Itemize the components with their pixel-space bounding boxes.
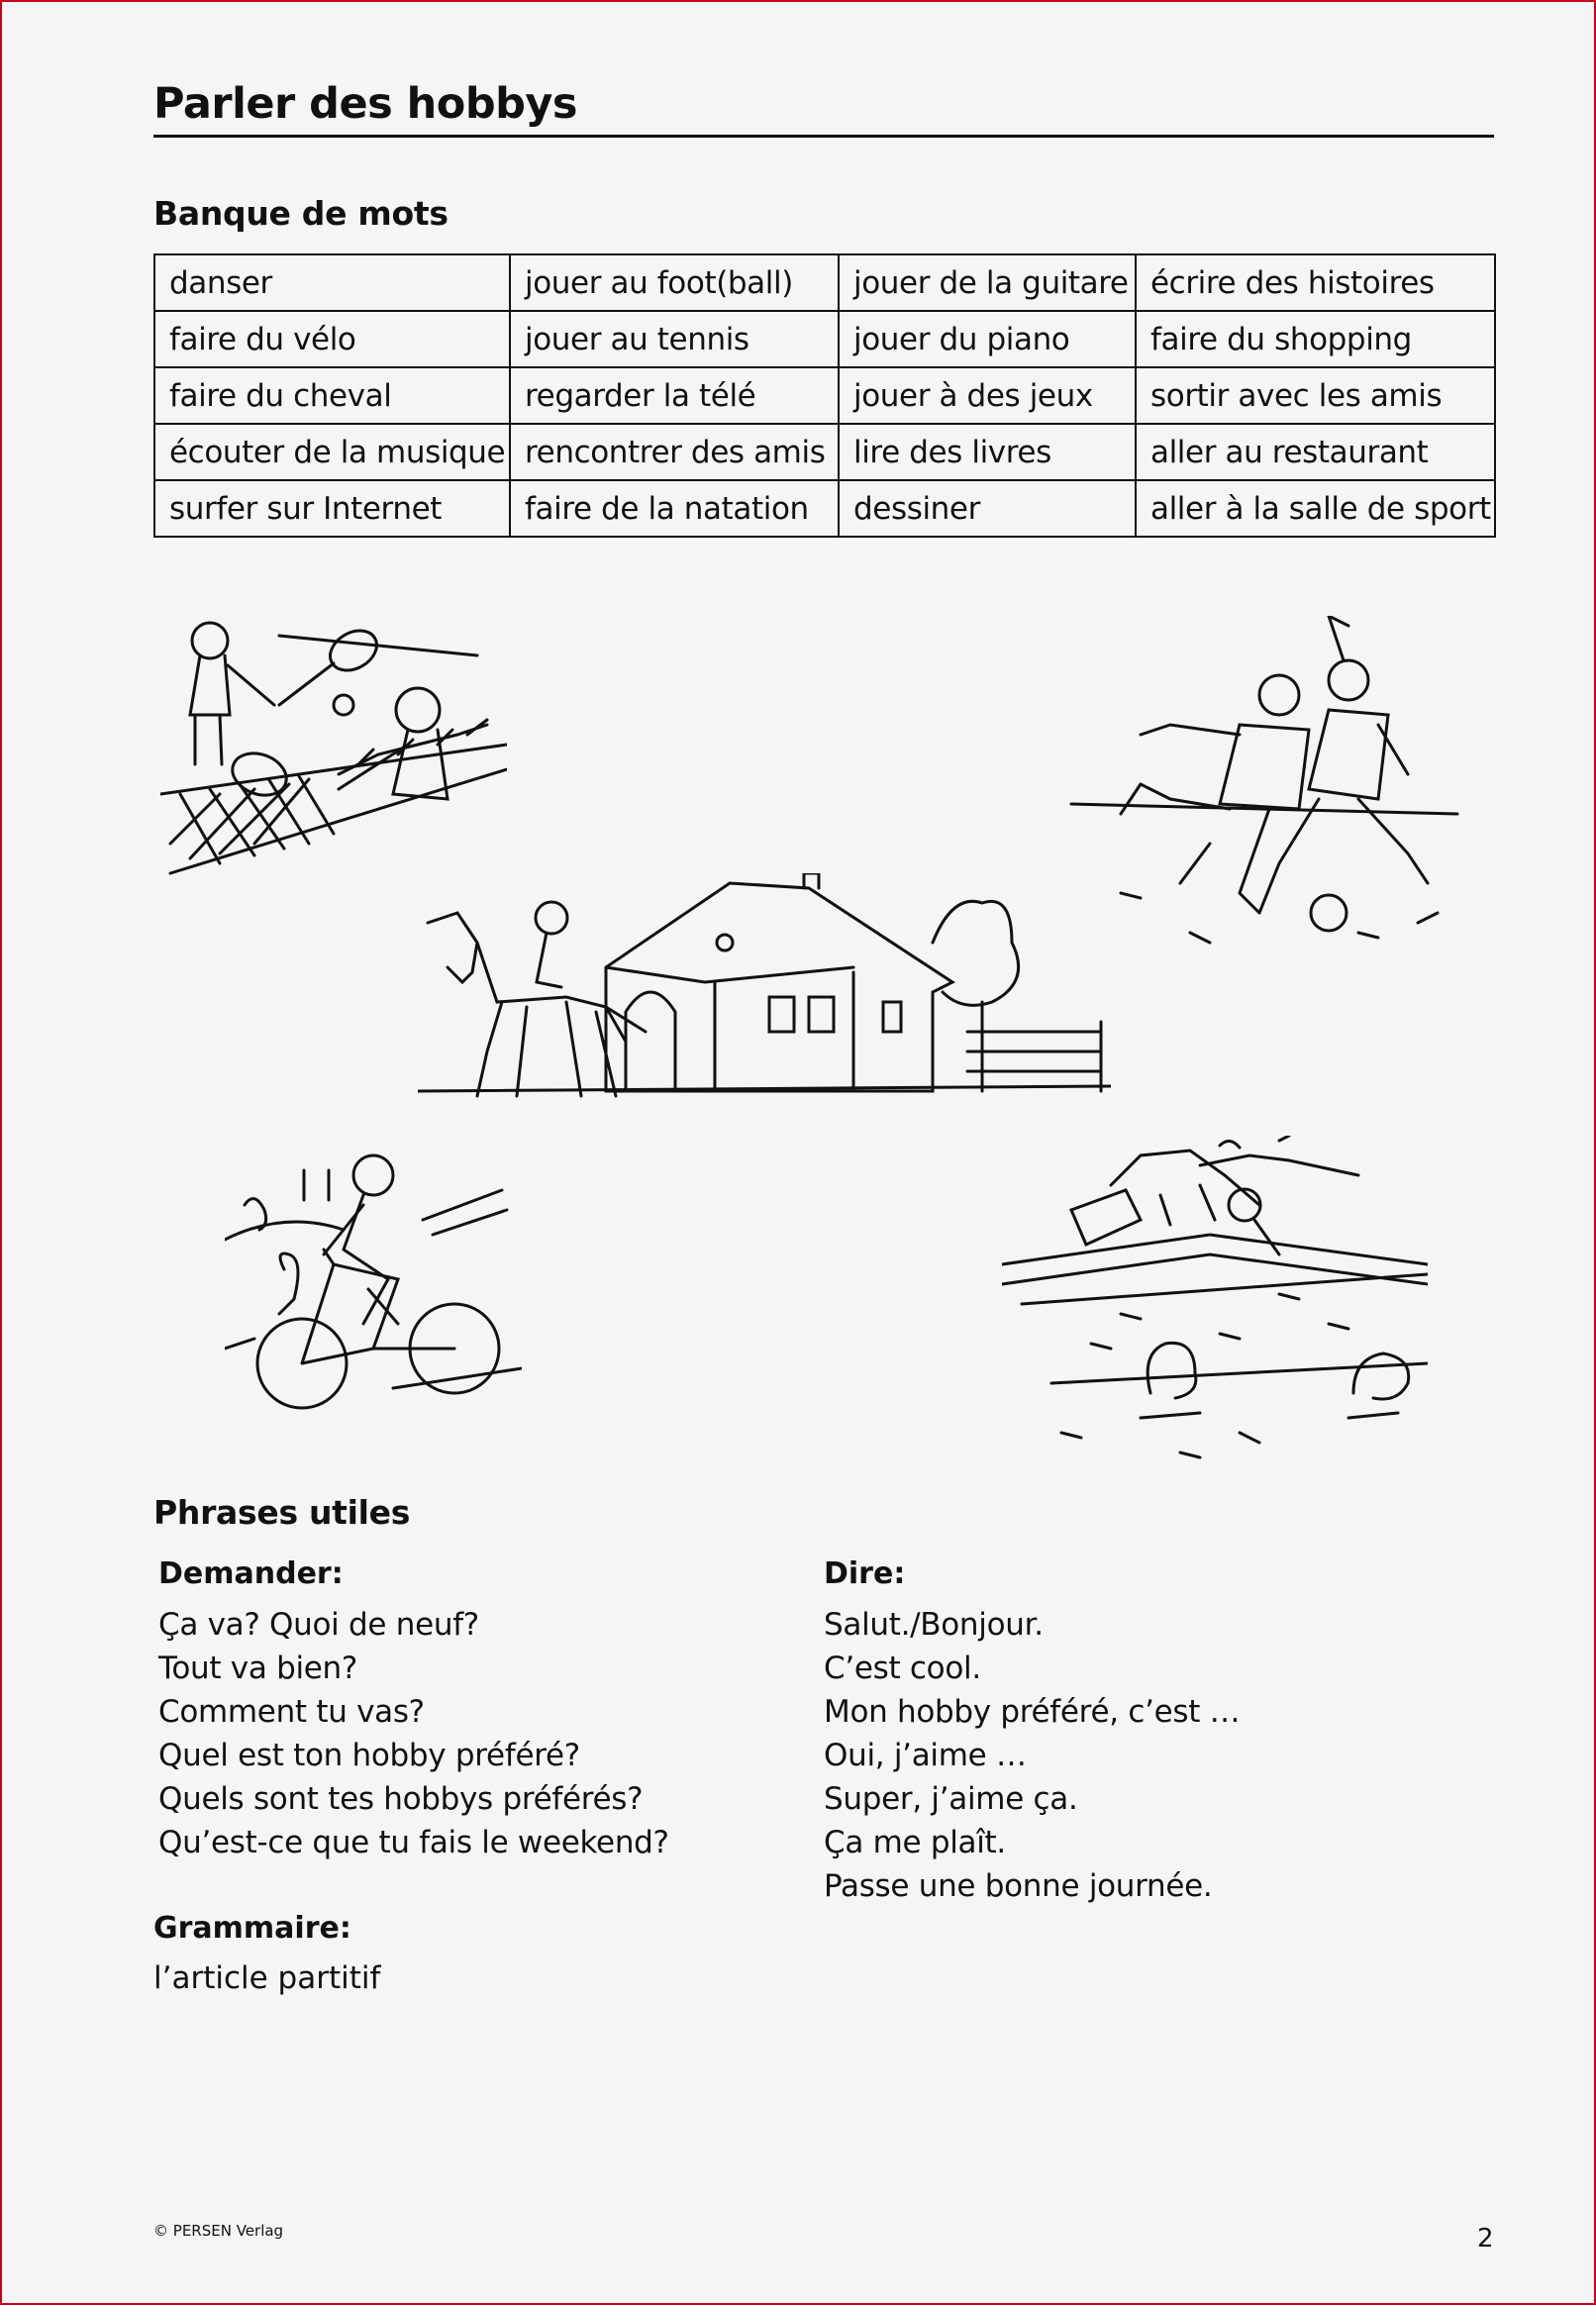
table-cell: jouer de la guitare (839, 254, 1136, 311)
table-cell: aller à la salle de sport (1136, 480, 1495, 537)
word-bank-table (153, 253, 1496, 538)
cyclist-illustration (225, 1151, 522, 1428)
list-item: C’est cool. (824, 1651, 981, 1686)
list-item: Oui, j’aime … (824, 1738, 1027, 1773)
table-cell: faire du vélo (154, 311, 510, 367)
table-cell: surfer sur Internet (154, 480, 510, 537)
grammar-text: l’article partitif (153, 1960, 381, 1996)
list-item: Tout va bien? (158, 1651, 358, 1686)
table-row (154, 424, 1495, 480)
ask-heading: Demander: (158, 1556, 344, 1591)
page-number: 2 (1477, 2224, 1494, 2254)
copyright-notice: © PERSEN Verlag (153, 2222, 284, 2240)
table-cell: écouter de la musique (154, 424, 510, 480)
table-cell: danser (154, 254, 510, 311)
table-cell: aller au restaurant (1136, 424, 1495, 480)
horse-and-house-illustration (418, 873, 1111, 1111)
grammar-heading: Grammaire: (153, 1911, 351, 1946)
say-heading: Dire: (824, 1556, 906, 1591)
ask-phrase-list (158, 1603, 669, 1864)
table-cell: jouer au tennis (510, 311, 839, 367)
swimming-illustration (1002, 1136, 1428, 1462)
table-row (154, 480, 1495, 537)
table-row (154, 254, 1495, 311)
table-cell: faire du cheval (154, 367, 510, 424)
list-item: Comment tu vas? (158, 1694, 425, 1730)
table-cell: jouer à des jeux (839, 367, 1136, 424)
table-cell: dessiner (839, 480, 1136, 537)
table-cell: faire de la natation (510, 480, 839, 537)
list-item: Salut./Bonjour. (824, 1607, 1044, 1643)
list-item: Quel est ton hobby préféré? (158, 1738, 580, 1773)
table-cell: regarder la télé (510, 367, 839, 424)
table-cell: rencontrer des amis (510, 424, 839, 480)
table-row (154, 367, 1495, 424)
table-cell: jouer du piano (839, 311, 1136, 367)
list-item: Qu’est-ce que tu fais le weekend? (158, 1825, 669, 1860)
list-item: Passe une bonne journée. (824, 1868, 1213, 1904)
word-bank-heading: Banque de mots (153, 194, 449, 233)
table-cell: écrire des histoires (1136, 254, 1495, 311)
football-illustration (1061, 616, 1467, 972)
table-cell: sortir avec les amis (1136, 367, 1495, 424)
list-item: Quels sont tes hobbys préférés? (158, 1781, 644, 1817)
phrases-heading: Phrases utiles (153, 1493, 411, 1532)
list-item: Ça va? Quoi de neuf? (158, 1607, 479, 1643)
table-cell: jouer au foot(ball) (510, 254, 839, 311)
say-phrase-list (824, 1603, 1240, 1908)
table-cell: lire des livres (839, 424, 1136, 480)
table-row (154, 311, 1495, 367)
tennis-illustration (160, 596, 507, 883)
list-item: Super, j’aime ça. (824, 1781, 1078, 1817)
list-item: Mon hobby préféré, c’est … (824, 1694, 1241, 1730)
table-cell: faire du shopping (1136, 311, 1495, 367)
list-item: Ça me plaît. (824, 1825, 1006, 1860)
page-title: Parler des hobbys (153, 79, 1494, 138)
